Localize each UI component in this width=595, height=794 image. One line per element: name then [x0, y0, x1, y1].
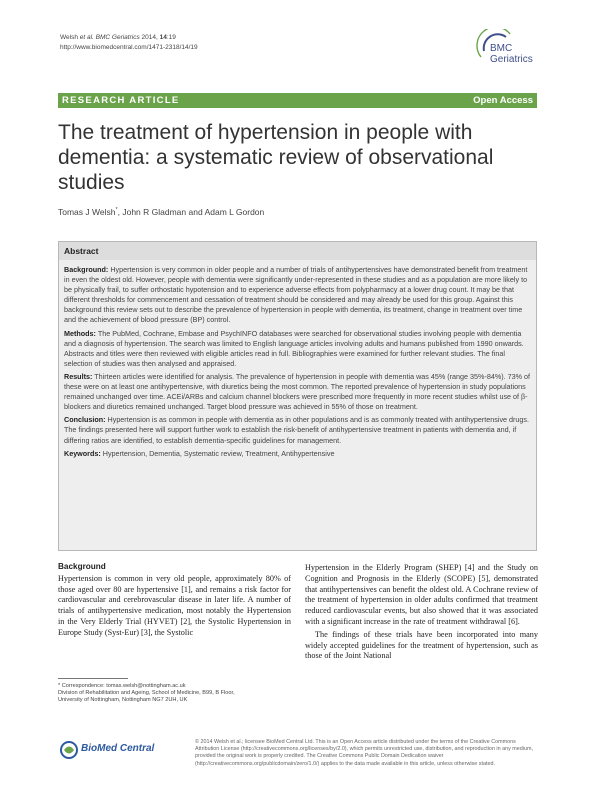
- abstract-header: [59, 242, 536, 260]
- affiliation-line: University of Nottingham, Nottingham NG7 2UH, UK: [58, 697, 188, 704]
- article-type-band: [58, 93, 537, 108]
- body-paragraph: Hypertension in the Elderly Program (SHEP) [4] and the Study on Cognition and Prognosis in the Elderly (SCOPE) [5], demonstrated that antihypertensives can benefit the oldest old. A Cochrane review of the treatment of hypertension in older adults confirmed that treatment reduced cardiovascular events, but also showed that it was associated with a significant increase in the rate of treatment withdrawal [6].: [305, 563, 538, 626]
- footnote: [58, 683, 298, 705]
- abstract-methods: Methods: The PubMed, Cochrane, Embase and PsychINFO databases were searched for observational studies involving people with dementia and a diagnosis of hypertension. The search was limited to English language articles involving adults and humans published from 1990 onwards. Abstracts and titles were then reviewed with eligible articles read in full. Bibliographies were examined for further relevant studies. The final selection of studies was then analysed and appraised.: [64, 328, 524, 368]
- abstract-box: [58, 241, 537, 551]
- abstract-conclusion: Conclusion: Hypertension is as common in people with dementia as in other populations and is as commonly treated with antihypertensive drugs. The findings presented here will support further work to establish the risk-benefit of antihypertensive treatment in patients with dementia and, if differing ratios are identified, to establish dementia-specific guidelines for management.: [64, 415, 530, 445]
- author-first: Tomas J Welsh: [58, 207, 116, 217]
- body-column-right: [305, 563, 538, 662]
- running-header: [60, 33, 198, 52]
- body-paragraph: Hypertension is common in very old people, approximately 80% of those aged over 80 are hypertensive [1], and remains a risk factor for cardiovascular and cerebrovascular disease in later life. A number of trials of antihypertensive medication, most notably the Hypertension in the Very Elderly Trial (HYVET) [2], the Systolic Hypertension in Europe Study (Syst-Eur) [3], the Systolic: [58, 573, 291, 637]
- section-heading: Background: [58, 562, 106, 571]
- article-url[interactable]: http://www.biomedcentral.com/1471-2318/14/19: [60, 43, 198, 51]
- abstract-heading: Abstract: [64, 246, 99, 256]
- publisher-name: BioMed Central: [81, 743, 155, 754]
- biomed-central-emblem-icon: [60, 740, 80, 760]
- author-rest: , John R Gladman and Adam L Gordon: [117, 207, 265, 217]
- correspondence: * Correspondence: tomas.welsh@nottingham.ac.uk: [58, 683, 186, 689]
- bmc-geriatrics-logo: [476, 29, 546, 75]
- footnote-divider: [58, 678, 128, 679]
- abstract-body: [64, 265, 532, 462]
- open-access-label: Open Access: [473, 95, 533, 106]
- author-list: [58, 207, 538, 217]
- logo-line1: BMC: [490, 43, 513, 54]
- abstract-keywords: Keywords: Hypertension, Dementia, Systematic review, Treatment, Antihypertensive: [64, 448, 335, 458]
- abstract-background: Background: Hypertension is very common in older people and a number of trials of antihypertensives have demonstrated benefit from treatment in even the oldest old. However, people with dementia were significantly under-represented in these studies and as a population are more likely to be physically frail, to suffer orthostatic hypotension and to experience adverse effects from polypharmacy at a lower drug count. It may be that different thresholds for commencement and cessation of treatment should be considered and may already be used for this group. Against this background this review sets out to describe the prevalence of hypertension in people with dementia, its treatment, change in treatment over time and the achievement of blood pressure (BP) control.: [64, 265, 528, 325]
- citation-line: Welsh et al. BMC Geriatrics 2014, 14:19: [60, 34, 176, 41]
- logo-line2: Geriatrics: [490, 54, 533, 65]
- article-type-label: RESEARCH ARTICLE: [62, 95, 180, 106]
- affiliation-line: Division of Rehabilitation and Ageing, School of Medicine, B99, B Floor,: [58, 690, 235, 697]
- body-column-left: [58, 562, 291, 639]
- corresponding-mark: *: [115, 207, 118, 214]
- license-text: © 2014 Welsh et al.; licensee BioMed Central Ltd. This is an Open Access article distributed under the terms of the Creative Commons Attribution License (http://creativecommons.org/licenses/by/2.0), which permits unrestricted use, distribution, and reproduction in any medium, provided the original work is properly credited. The Creative Commons Public Domain Dedication waiver (http://creativecommons.org/publicdomain/zero/1.0/) applies to the data made available in this article, unless otherwise stated.: [195, 739, 533, 767]
- body-paragraph: The findings of these trials have been incorporated into many widely accepted guidelines for the treatment of hypertension, such as those of the Joint National: [305, 629, 538, 661]
- abstract-results: Results: Thirteen articles were identified for analysis. The prevalence of hypertension in people with dementia was 45% (range 35%-84%). 73% of these were on at least one antihypertensive, with diuretics being the most common. The reported prevalence of hypertension in study populations remained unchanged over time. ACEi/ARBs and calcium channel blockers were prescribed more frequently in more recent studies whilst use of β-blockers and diuretics remained unchanged. Target blood pressure was achieved in 55% of those on treatment.: [64, 371, 530, 412]
- article-title: The treatment of hypertension in people with dementia: a systematic review of observational studies: [58, 121, 494, 194]
- biomed-central-logo: [60, 740, 170, 760]
